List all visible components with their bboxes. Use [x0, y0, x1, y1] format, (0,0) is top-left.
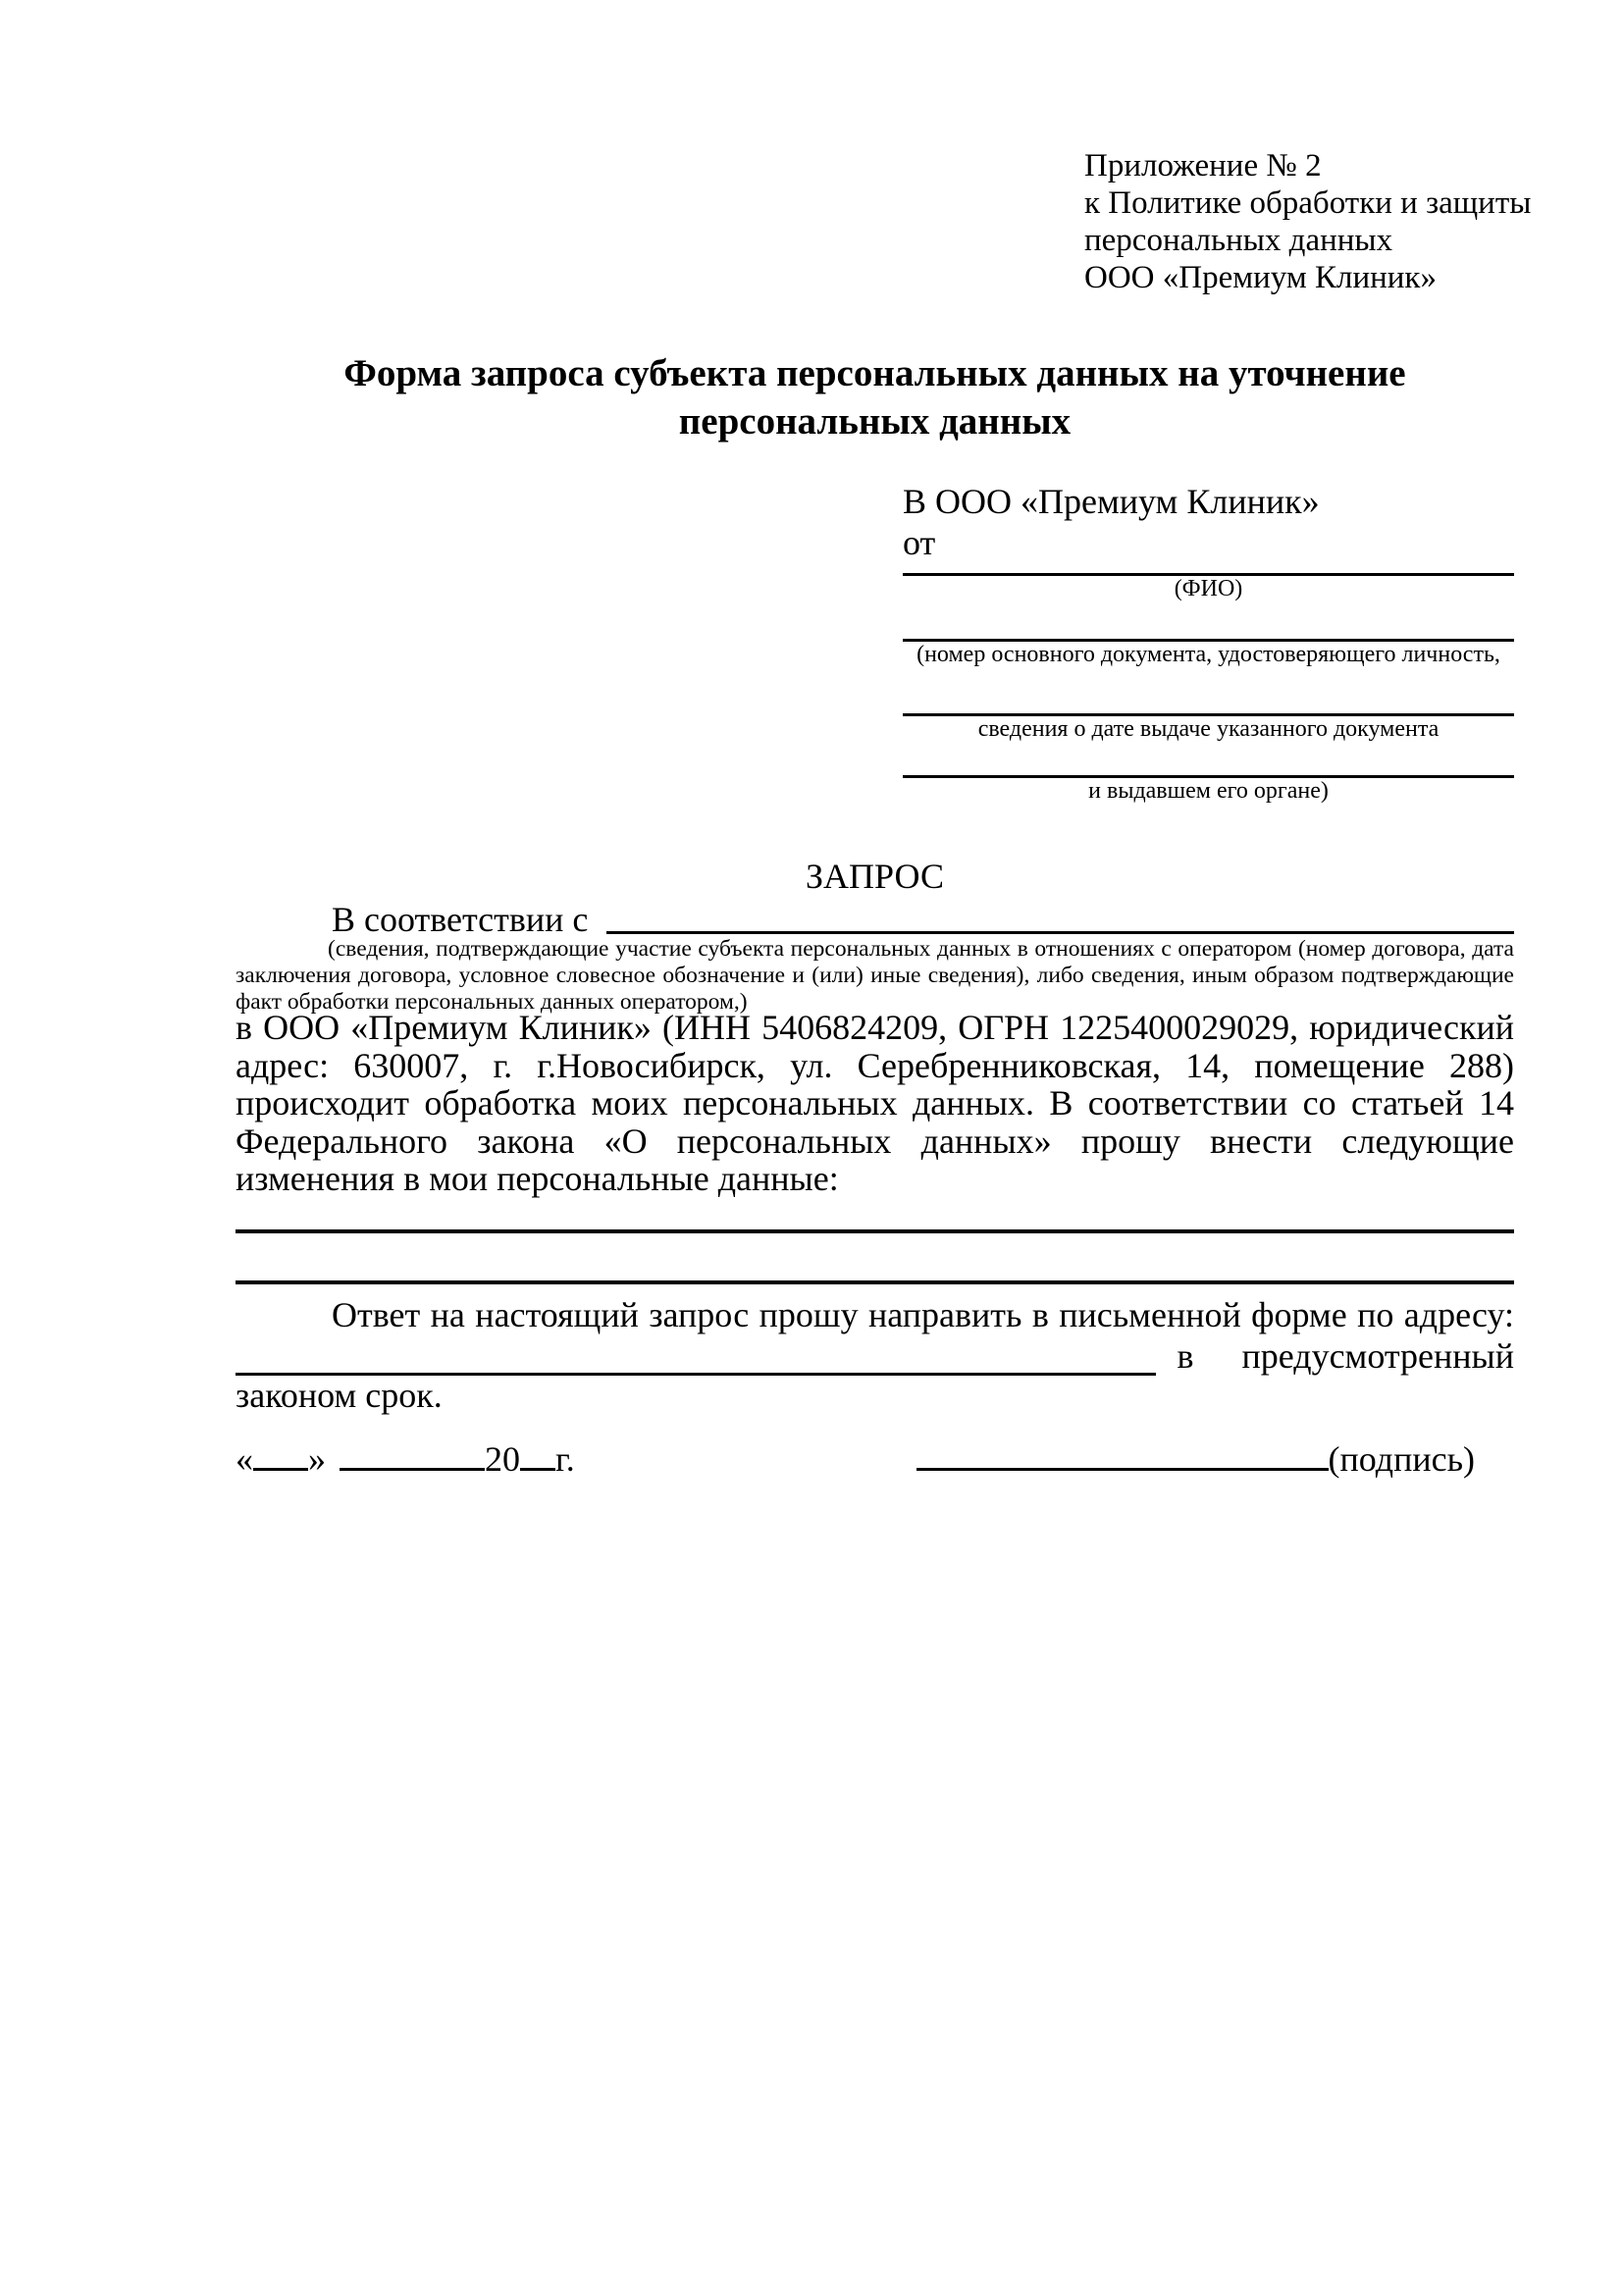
request-body-paragraph: в ООО «Премиум Клиник» (ИНН 5406824209, ОГРН 1225400029029, юридический адрес: 630007, г. г.Новосибирск, ул. Серебренниковская, 14, помещение 288) происходит обработка моих персональных данных. В соответствии со статьей 14 Федерального закона «О персональных данных» прошу внести следующие изменения в мои персональные данные:: [236, 1008, 1514, 1198]
date-year-field-line[interactable]: [520, 1441, 555, 1471]
policy-reference-line2: персональных данных: [1084, 223, 1393, 258]
appendix-number: Приложение № 2: [1084, 148, 1322, 183]
policy-reference-line1: к Политике обработки и защиты: [1084, 185, 1532, 221]
signature-caption: (подпись): [1328, 1439, 1475, 1479]
reply-paragraph: [236, 1295, 1514, 1415]
changes-field-line-1[interactable]: [236, 1229, 1514, 1233]
fio-field-caption: (ФИО): [1174, 576, 1243, 601]
accordance-footnote: (сведения, подтверждающие участие субъекта персональных данных в отношениях с оператором (номер договора, дата заключения договора, условное словесное обозначение и (или) иные сведения), либо сведения, иным образом подтверждающие факт обработки персональных данных оператором,): [236, 936, 1514, 1015]
date-year-prefix: 20: [485, 1439, 520, 1479]
issue-date-field-caption: сведения о дате выдаче указанного документа: [977, 716, 1440, 742]
date-group: [236, 1436, 575, 1482]
addressee-to: В ООО «Премиум Клиник»: [903, 482, 1320, 521]
issuing-authority-field-caption: и выдавшем его органе): [1088, 778, 1329, 804]
organization-name: ООО «Премиум Клиник»: [1084, 260, 1437, 295]
date-close-quote: »: [308, 1439, 326, 1479]
date-year-suffix: г.: [555, 1439, 575, 1479]
date-day-field-line[interactable]: [253, 1441, 308, 1471]
accordance-line: [236, 899, 1514, 940]
reply-last-line: законом срок.: [236, 1376, 443, 1415]
accordance-field-line[interactable]: [606, 899, 1514, 934]
changes-field-line-2[interactable]: [236, 1280, 1514, 1284]
request-heading: ЗАПРОС: [806, 857, 944, 896]
reply-request-text: Ответ на настоящий запрос прошу направить в письменной форме по адресу:: [332, 1295, 1514, 1334]
signature-field-line[interactable]: [916, 1441, 1329, 1471]
reply-suffix-text: в предусмотренный: [1177, 1336, 1514, 1376]
signature-group: [916, 1436, 1475, 1482]
reply-address-field-line[interactable]: [236, 1346, 1156, 1376]
date-open-quote: «: [236, 1439, 253, 1479]
appendix-reference-block: [1084, 147, 1531, 296]
date-signature-row: [236, 1436, 1514, 1482]
reply-address-row: [236, 1334, 1514, 1376]
document-number-field-caption: (номер основного документа, удостоверяющего личность,: [916, 642, 1500, 667]
accordance-prefix: В соответствии с: [332, 900, 598, 939]
page-title: Форма запроса субъекта персональных данных на уточнение персональных данных: [343, 352, 1406, 443]
addressee-from-label: от: [903, 523, 936, 562]
addressee-block: [903, 481, 1514, 805]
date-month-field-line[interactable]: [340, 1441, 485, 1471]
